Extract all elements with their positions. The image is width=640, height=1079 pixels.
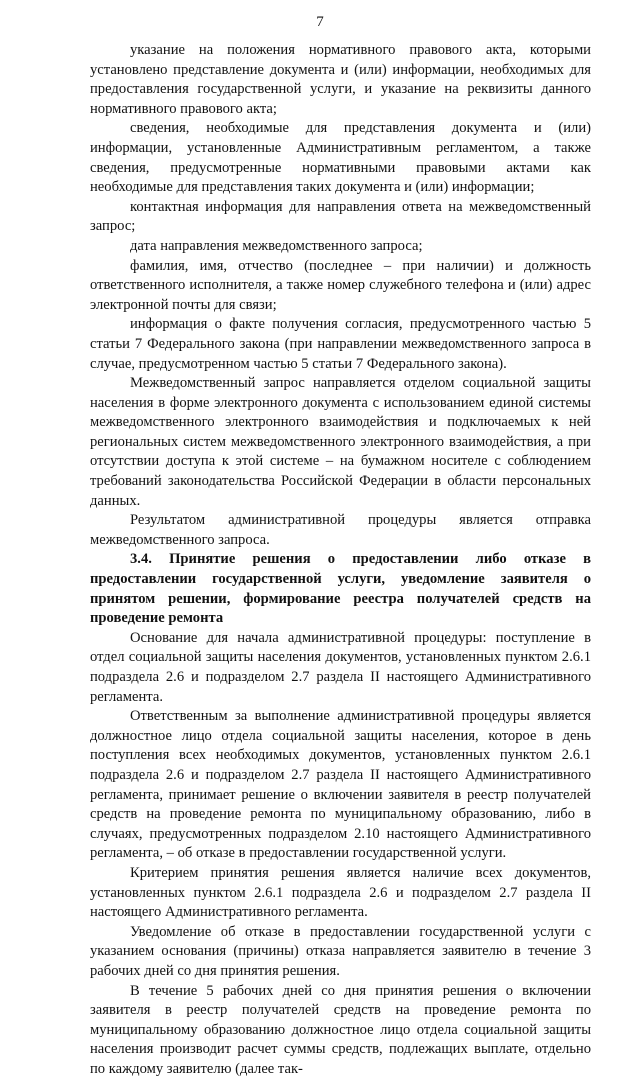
paragraph: указание на положения нормативного правового акта, которыми установлено представление документа и (или) информации, необходимых для предоставления государственной услуги, и указание на реквизиты данного нормативного правового акта; <box>90 41 591 119</box>
paragraph: Межведомственный запрос направляется отделом социальной защиты населения в форме электронного документа с использованием единой системы межведомственного электронного взаимодействия и подключаемых к ней региональных систем межведомственного электронного взаимодействия, а при отсутствии доступа к этой системе – на бумажном носителе с соблюдением требований законодательства Российской Федерации в области персональных данных. <box>90 374 591 511</box>
paragraph: контактная информация для направления ответа на межведомственный запрос; <box>90 198 591 237</box>
paragraph: Ответственным за выполнение административной процедуры является должностное лицо отдела социальной защиты населения, которое в день поступления всех необходимых документов, установленных пунктом 2.6.1 подраздела 2.6 и подразделом 2.7 раздела II настоящего Административного регламента, принимает решение о включении заявителя в реестр получателей средств на проведение ремонта по муниципальному образованию, либо в случаях, предусмотренных подразделом 2.10 настоящего Административного регламента, – об отказе в предоставлении государственной услуги. <box>90 707 591 864</box>
paragraph: дата направления межведомственного запроса; <box>90 237 591 257</box>
section-heading: 3.4. Принятие решения о предоставлении либо отказе в предоставлении государственной услуги, уведомление заявителя о принятом решении, формирование реестра получателей средств на проведение ремонта <box>90 550 591 628</box>
paragraph: Основание для начала административной процедуры: поступление в отдел социальной защиты населения документов, установленных пунктом 2.6.1 подраздела 2.6 и подразделом 2.7 раздела II настоящего Административного регламента. <box>90 629 591 707</box>
paragraph: фамилия, имя, отчество (последнее – при наличии) и должность ответственного исполнителя, а также номер служебного телефона и (или) адрес электронной почты для связи; <box>90 257 591 316</box>
page-number: 7 <box>0 14 640 31</box>
paragraph: информация о факте получения согласия, предусмотренного частью 5 статьи 7 Федерального закона (при направлении межведомственного запроса в случае, предусмотренном частью 5 статьи 7 Федерального закона). <box>90 315 591 374</box>
document-body <box>90 41 591 1079</box>
paragraph: Критерием принятия решения является наличие всех документов, установленных пунктом 2.6.1 подраздела 2.6 и подразделом 2.7 раздела II настоящего Административного регламента. <box>90 864 591 923</box>
paragraph: В течение 5 рабочих дней со дня принятия решения о включении заявителя в реестр получателей средств на проведение ремонта по муниципальному образованию должностное лицо отдела социальной защиты населения производит расчет суммы средств, подлежащих выплате, отдельно по каждому заявителю (далее так- <box>90 982 591 1079</box>
paragraph: сведения, необходимые для представления документа и (или) информации, установленные Административным регламентом, а также сведения, предусмотренные нормативными правовыми актами как необходимые для представления таких документа и (или) информации; <box>90 119 591 197</box>
paragraph: Уведомление об отказе в предоставлении государственной услуги с указанием основания (причины) отказа направляется заявителю в течение 3 рабочих дней со дня принятия решения. <box>90 923 591 982</box>
paragraph: Результатом административной процедуры является отправка межведомственного запроса. <box>90 511 591 550</box>
